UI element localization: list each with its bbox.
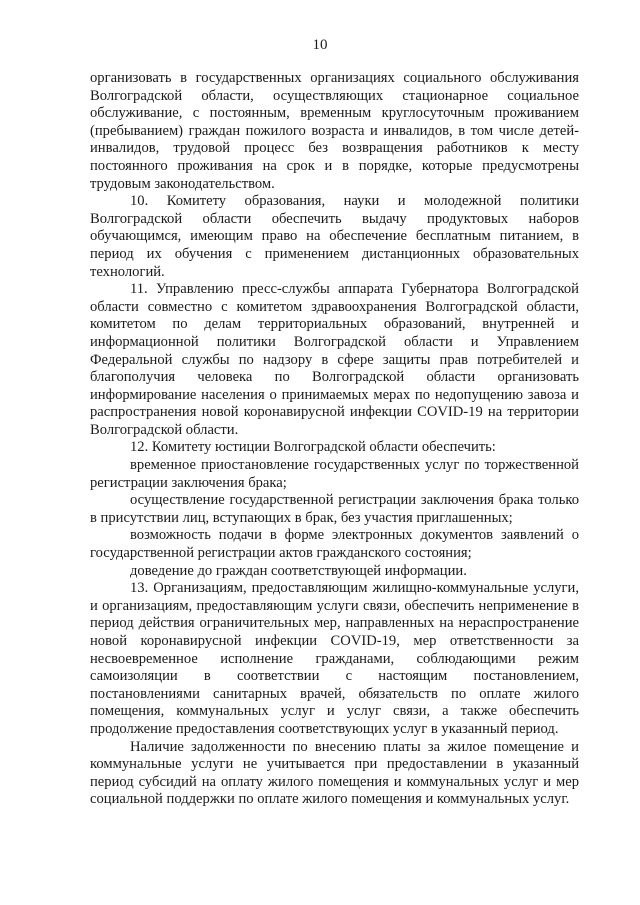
paragraph-12-item-1: временное приостановление государственных услуг по торжественной регистрации заключения брака; xyxy=(90,457,579,491)
paragraph-12-item-2: осуществление государственной регистрации заключения брака только в присутствии лиц, вступающих в брак, без участия приглашенных; xyxy=(90,492,579,526)
paragraph-13-note: Наличие задолженности по внесению платы за жилое помещение и коммунальные услуги не учитывается при предоставлении в указанный период субсидий на оплату жилого помещения и коммунальных услуг и мер социальной поддержки по оплате жилого помещения и коммунальных услуг. xyxy=(90,738,579,808)
paragraph-12-item-4: доведение до граждан соответствующей информации. xyxy=(130,562,467,579)
page-number: 10 xyxy=(312,37,328,53)
document-body xyxy=(90,70,579,809)
paragraph-9-continuation: организовать в государственных организациях социального обслуживания Волгоградской области, осуществляющих стационарное социальное обслуживание, с постоянным, временным круглосуточным проживанием (пребыванием) граждан пожилого возраста и инвалидов, в том числе детей-инвалидов, трудовой процесс без возвращения работников к месту постоянного проживания на срок и в порядке, которые предусмотрены трудовым законодательством. xyxy=(90,70,579,192)
paragraph-12: 12. Комитету юстиции Волгоградской области обеспечить: xyxy=(130,439,496,456)
paragraph-11: 11. Управлению пресс-службы аппарата Губернатора Волгоградской области совместно с комитетом здравоохранения Волгоградской области, комитетом по делам территориальных образований, внутренней и информационной политики Волгоградской области и Управлением Федеральной службы по надзору в сфере защиты прав потребителей и благополучия человека по Волгоградской области организовать информирование населения о принимаемых мерах по недопущению завоза и распространения новой коронавирусной инфекции COVID-19 на территории Волгоградской области. xyxy=(90,281,579,438)
paragraph-13: 13. Организациям, предоставляющим жилищно-коммунальные услуги, и организациям, предоставляющим услуги связи, обеспечить неприменение в период действия ограничительных мер, направленных на нераспространение новой коронавирусной инфекции COVID-19, мер ответственности за несвоевременное исполнение гражданами, соблюдающими режим самоизоляции в соответствии с настоящим постановлением, постановлениями санитарных врачей, обязательств по оплате жилого помещения, коммунальных услуг и услуг связи, а также обеспечить продолжение предоставления соответствующих услуг в указанный период. xyxy=(90,580,579,737)
paragraph-12-item-3: возможность подачи в форме электронных документов заявлений о государственной регистрации актов гражданского состояния; xyxy=(90,527,579,562)
paragraph-10: 10. Комитету образования, науки и молодежной политики Волгоградской области обеспечить выдачу продуктовых наборов обучающимся, имеющим право на обеспечение бесплатным питанием, в период их обучения с применением дистанционных образовательных технологий. xyxy=(90,193,579,280)
